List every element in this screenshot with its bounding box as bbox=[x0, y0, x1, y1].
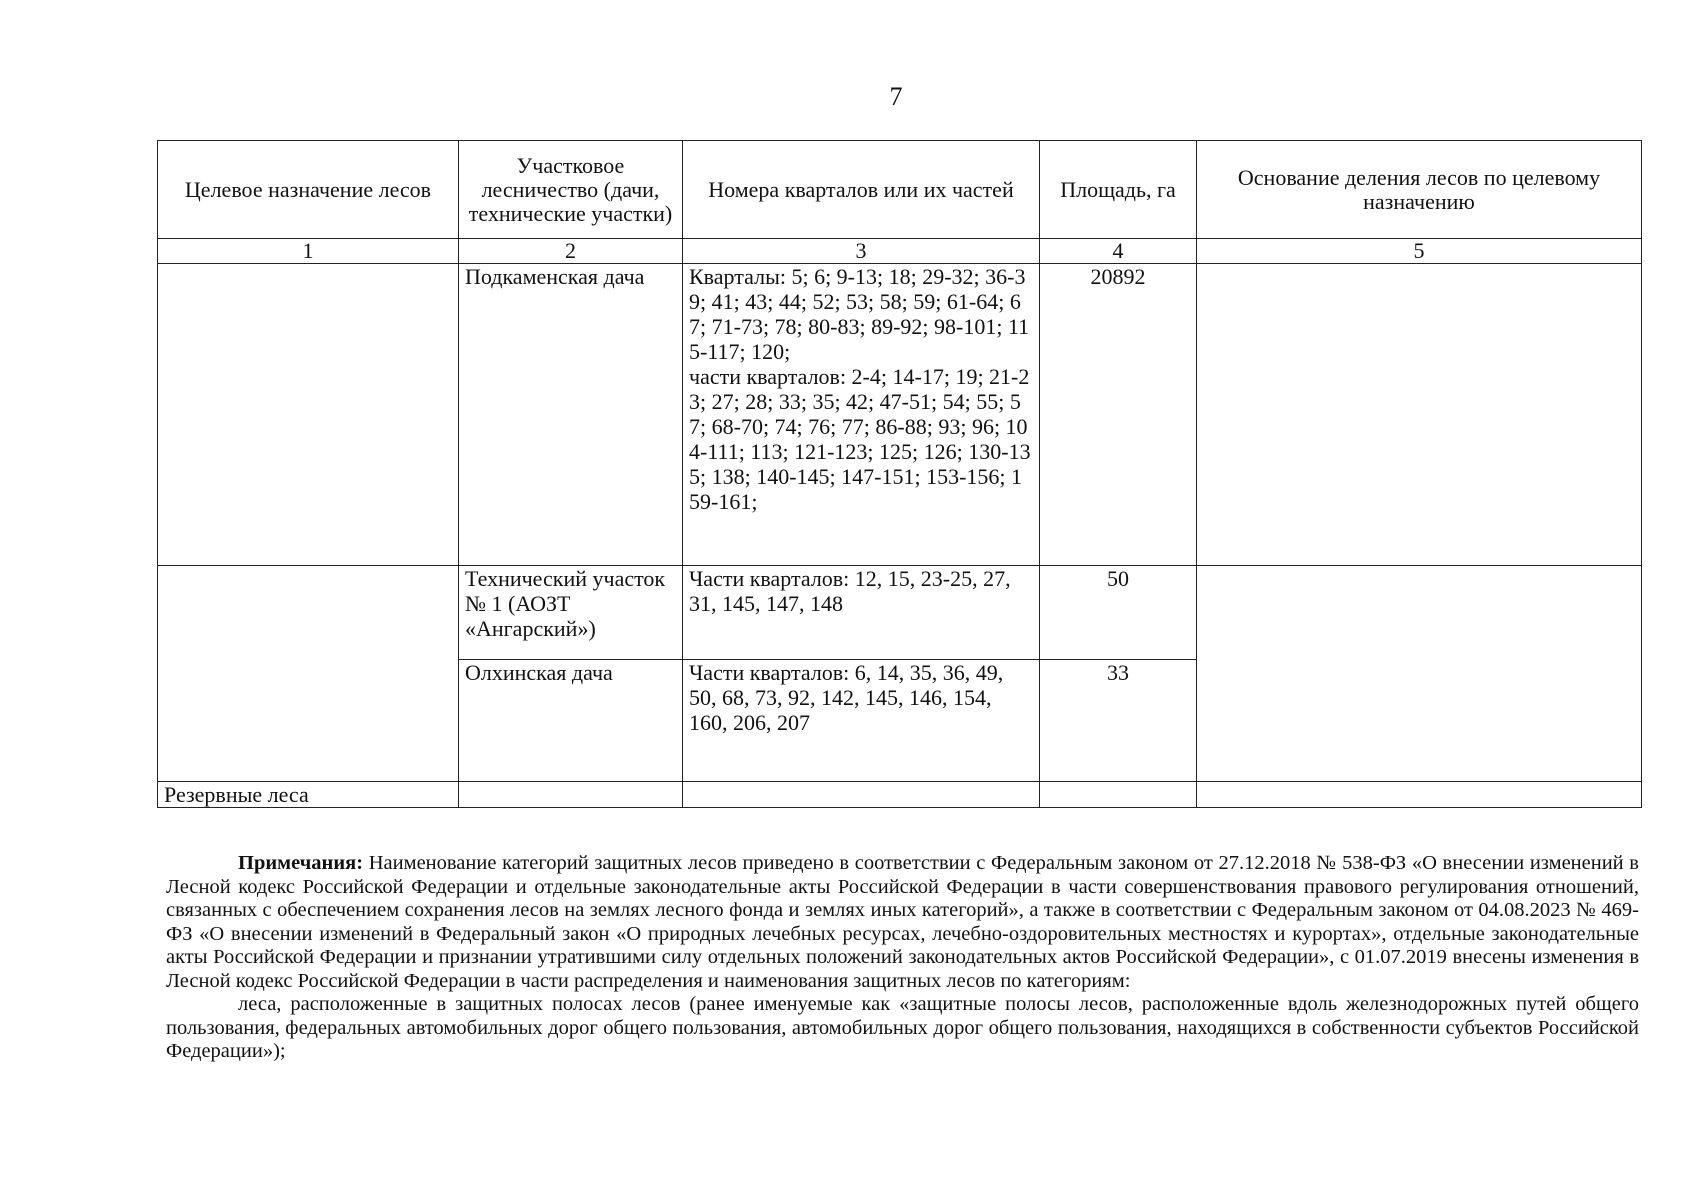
cell-forestry bbox=[459, 782, 683, 808]
header-area: Площадь, га bbox=[1040, 141, 1197, 239]
cell-basis bbox=[1197, 264, 1642, 566]
cell-basis bbox=[1197, 566, 1642, 782]
quarters-list: Кварталы: 5; 6; 9-13; 18; 29-32; 36-39; 41; 43; 44; 52; 53; 58; 59; 61-64; 67; 71-73; 78; 80-83; 89-92; 98-101; 115-117; 120; bbox=[689, 264, 1030, 364]
table-row bbox=[158, 782, 1642, 808]
page-number: 7 bbox=[889, 82, 903, 111]
column-number: 1 bbox=[158, 239, 459, 264]
notes-label: Примечания: bbox=[238, 852, 364, 874]
cell-area: 33 bbox=[1040, 660, 1197, 782]
notes-text-1: Наименование категорий защитных лесов приведено в соответствии с Федеральным законом от 27.12.2018 № 538-ФЗ «О внесении изменений в Лесной кодекс Российской Федерации и отдельные законодательные акты Российской Федерации в части совершенствования правового регулирования отношений, связанных с обеспечением сохранения лесов на землях лесного фонда и землях иных категорий», а также в соответствии с Федеральным законом от 04.08.2023 № 469-ФЗ «О внесении изменений в Федеральный закон «О природных лечебных ресурсах, лечебно-оздоровительных местностях и курортах», отдельные законодательные акты Российской Федерации и признании утратившими силу отдельных положений законодательных актов Российской Федерации», с 01.07.2019 внесены изменения в Лесной кодекс Российской Федерации в части распределения и наименования защитных лесов по категориям: bbox=[166, 852, 1639, 992]
quarters-parts-list: части кварталов: 2-4; 14-17; 19; 21-23; 27; 28; 33; 35; 42; 47-51; 54; 55; 57; 68-70; 74; 76; 77; 86-88; 93; 96; 104-111; 113; 121-123; 125; 126; 130-135; 138; 140-145; 147-151; 153-156; 159-161; bbox=[689, 364, 1031, 514]
cell-purpose bbox=[158, 566, 459, 782]
header-forest-purpose: Целевое назначение лесов bbox=[158, 141, 459, 239]
notes-paragraph-1 bbox=[166, 852, 1639, 993]
column-number: 3 bbox=[683, 239, 1040, 264]
cell-quarters bbox=[683, 782, 1040, 808]
cell-quarters bbox=[683, 264, 1040, 566]
table-row bbox=[158, 264, 1642, 566]
column-number: 4 bbox=[1040, 239, 1197, 264]
forest-division-table bbox=[157, 140, 1642, 808]
column-number: 5 bbox=[1197, 239, 1642, 264]
cell-area bbox=[1040, 782, 1197, 808]
column-number-row bbox=[158, 239, 1642, 264]
cell-forestry: Технический участок № 1 (АОЗТ «Ангарский») bbox=[459, 566, 683, 660]
table-header-row bbox=[158, 141, 1642, 239]
cell-quarters: Части кварталов: 6, 14, 35, 36, 49, 50, 68, 73, 92, 142, 145, 146, 154, 160, 206, 207 bbox=[683, 660, 1040, 782]
header-quarters: Номера кварталов или их частей bbox=[683, 141, 1040, 239]
cell-basis bbox=[1197, 782, 1642, 808]
notes-paragraph-2: леса, расположенные в защитных полосах лесов (ранее именуемые как «защитные полосы лесов, расположенные вдоль железнодорожных путей общего пользования, федеральных автомобильных дорог общего пользования, автомобильных дорог общего пользования, находящихся в собственности субъектов Российской Федерации»); bbox=[166, 993, 1639, 1062]
notes-section bbox=[166, 852, 1639, 1064]
cell-forestry: Подкаменская дача bbox=[459, 264, 683, 566]
cell-quarters: Части кварталов: 12, 15, 23-25, 27, 31, 145, 147, 148 bbox=[683, 566, 1040, 660]
header-forestry: Участковое лесничество (дачи, технические участки) bbox=[459, 141, 683, 239]
cell-purpose bbox=[158, 264, 459, 566]
cell-area: 20892 bbox=[1040, 264, 1197, 566]
cell-area: 50 bbox=[1040, 566, 1197, 660]
table-row bbox=[158, 566, 1642, 660]
column-number: 2 bbox=[459, 239, 683, 264]
cell-purpose-reserve: Резервные леса bbox=[158, 782, 459, 808]
header-basis: Основание деления лесов по целевому назначению bbox=[1197, 141, 1642, 239]
cell-forestry: Олхинская дача bbox=[459, 660, 683, 782]
